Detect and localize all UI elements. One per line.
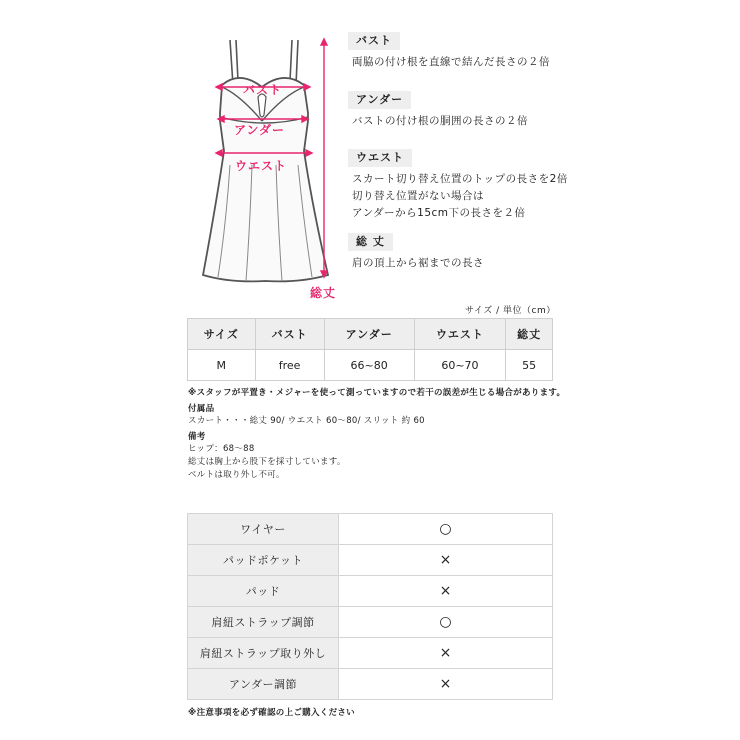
feature-row [188,638,553,669]
size-table-row [188,350,553,381]
header-bust: バスト [255,319,324,350]
cell-bust: free [255,350,324,381]
staff-note: ※スタッフが平置き・メジャーを使って測っていますので若干の誤差が生じる場合があります。 [188,388,566,398]
header-size: サイズ [188,319,256,350]
unit-label: サイズ / 単位（cm） [465,306,556,316]
header-length: 総丈 [506,319,553,350]
remarks-line-2: 総丈は胸上から股下を採寸しています。 [188,457,346,467]
feature-value: × [339,669,553,700]
header-waist: ウエスト [414,319,506,350]
legend-bust-title: バスト [348,32,400,50]
remarks-line-3: ベルトは取り外し不可。 [188,470,285,480]
header-under: アンダー [324,319,414,350]
feature-row [188,514,553,545]
length-label: 総丈 [310,286,337,300]
legend-waist-desc-2: 切り替え位置がない場合は [352,190,484,202]
bust-label: バスト [243,83,283,97]
remarks-title: 備考 [188,432,206,442]
feature-row [188,607,553,638]
feature-label: 肩紐ストラップ取り外し [188,638,339,669]
feature-table [187,513,553,700]
cell-waist: 60~70 [414,350,506,381]
legend-waist-desc-1: スカート切り替え位置のトップの長さを2倍 [352,173,568,185]
legend-under-desc: バストの付け根の胴囲の長さの２倍 [352,115,528,127]
legend-waist-desc-3: アンダーから15cm下の長さを２倍 [352,207,526,219]
accessory-title: 付属品 [188,404,215,414]
feature-label: ワイヤー [188,514,339,545]
purchase-footnote: ※注意事項を必ず確認の上ご購入ください [188,708,355,718]
feature-row [188,669,553,700]
legend-bust-desc: 両脇の付け根を直線で結んだ長さの２倍 [352,56,550,68]
cell-under: 66~80 [324,350,414,381]
feature-label: 肩紐ストラップ調節 [188,607,339,638]
feature-value: × [339,638,553,669]
feature-value: ○ [339,607,553,638]
cell-length: 55 [506,350,553,381]
feature-label: パッドポケット [188,545,339,576]
legend-length-title: 総 丈 [348,233,393,251]
legend-length-desc: 肩の頂上から裾までの長さ [352,257,484,269]
legend-waist-title: ウエスト [348,149,412,167]
feature-value: × [339,576,553,607]
size-table-header [188,319,553,350]
feature-row [188,545,553,576]
feature-row [188,576,553,607]
feature-label: パッド [188,576,339,607]
under-label: アンダー [234,123,286,137]
size-table [187,318,553,381]
legend-under-title: アンダー [348,91,411,109]
feature-label: アンダー調節 [188,669,339,700]
remarks-line-1: ヒップ：68～88 [188,444,255,454]
cell-size: M [188,350,256,381]
accessory-text: スカート・・・総丈 90/ ウエスト 60～80/ スリット 約 60 [188,416,425,426]
feature-value: ○ [339,514,553,545]
waist-label: ウエスト [235,159,288,173]
feature-value: × [339,545,553,576]
